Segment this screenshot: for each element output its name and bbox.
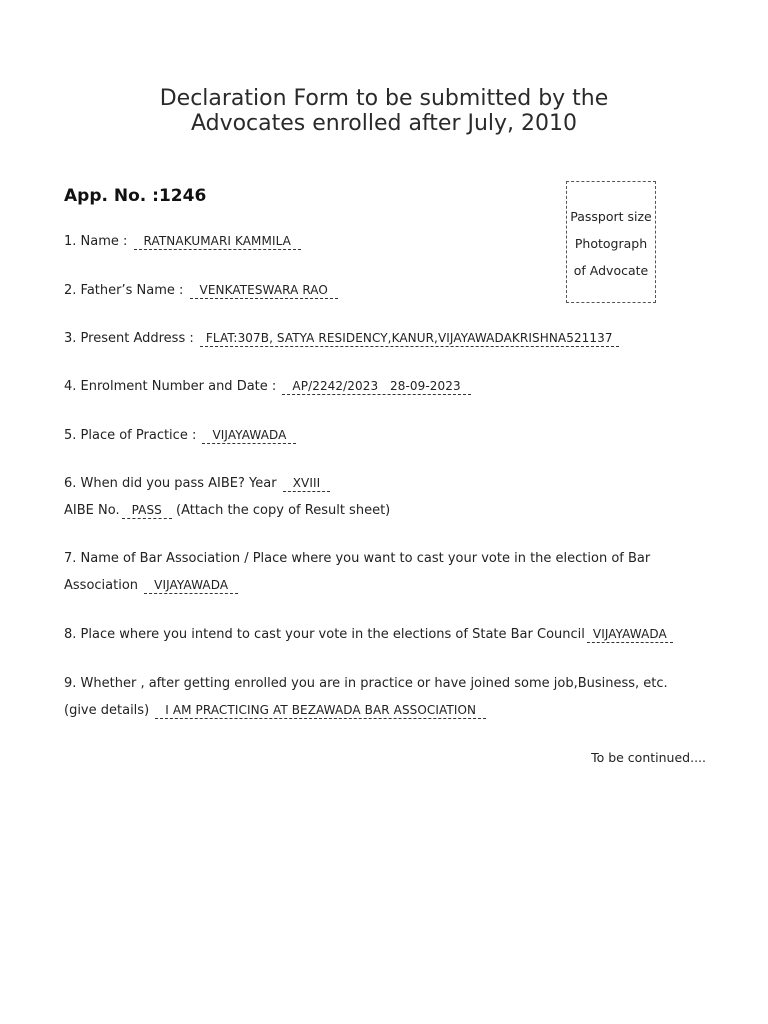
photo-box-line-1: Passport size bbox=[570, 208, 652, 224]
field-name-value: RATNAKUMARI KAMMILA bbox=[134, 234, 301, 250]
field-practice-details-line-2 bbox=[64, 703, 486, 719]
field-bar-association-label-2: Association bbox=[64, 578, 139, 593]
field-name bbox=[64, 234, 301, 250]
field-aibe-year-value: XVIII bbox=[283, 476, 331, 492]
field-aibe-no bbox=[64, 503, 390, 519]
field-bar-association-value: VIJAYAWADA bbox=[144, 578, 238, 594]
field-practice-details-label-2: (give details) bbox=[64, 703, 150, 718]
field-place-of-practice-value: VIJAYAWADA bbox=[202, 428, 296, 444]
field-father-name bbox=[64, 283, 338, 299]
enrolment-number: AP/2242/2023 bbox=[292, 379, 379, 393]
field-place-of-practice bbox=[64, 428, 296, 444]
field-father-name-label: 2. Father’s Name : bbox=[64, 283, 184, 298]
field-address bbox=[64, 331, 619, 347]
field-enrolment bbox=[64, 379, 471, 395]
field-aibe-year-label: 6. When did you pass AIBE? Year bbox=[64, 476, 277, 491]
field-state-bar-council-value: VIJAYAWADA bbox=[587, 627, 673, 643]
field-aibe-no-label: AIBE No. bbox=[64, 503, 120, 518]
field-practice-details-label-1: 9. Whether , after getting enrolled you are in practice or have joined some job,Business, etc. bbox=[64, 676, 668, 691]
field-state-bar-council-label: 8. Place where you intend to cast your vote in the elections of State Bar Council bbox=[64, 627, 585, 642]
enrolment-date: 28-09-2023 bbox=[389, 379, 461, 393]
field-bar-association-label-1: 7. Name of Bar Association / Place where you want to cast your vote in the election of Bar bbox=[64, 551, 651, 566]
to-be-continued-note: To be continued.... bbox=[591, 750, 706, 765]
form-title bbox=[0, 86, 768, 136]
field-bar-association-line-2 bbox=[64, 578, 238, 594]
photo-box-line-3: of Advocate bbox=[573, 262, 649, 278]
field-bar-association-line-1 bbox=[64, 551, 650, 566]
field-aibe-no-note: (Attach the copy of Result sheet) bbox=[176, 503, 391, 518]
field-address-label: 3. Present Address : bbox=[64, 331, 194, 346]
passport-photo-box bbox=[566, 181, 656, 303]
application-number: App. No. :1246 bbox=[64, 186, 207, 206]
field-father-name-value: VENKATESWARA RAO bbox=[190, 283, 338, 299]
field-address-value: FLAT:307B, SATYA RESIDENCY,KANUR,VIJAYAWADAKRISHNA521137 bbox=[200, 331, 619, 347]
field-place-of-practice-label: 5. Place of Practice : bbox=[64, 428, 197, 443]
field-enrolment-label: 4. Enrolment Number and Date : bbox=[64, 379, 277, 394]
field-name-label: 1. Name : bbox=[64, 234, 128, 249]
photo-box-line-2: Photograph bbox=[574, 235, 648, 251]
field-practice-details-line-1 bbox=[64, 676, 668, 691]
field-aibe-no-value: PASS bbox=[122, 503, 172, 519]
field-practice-details-value: I AM PRACTICING AT BEZAWADA BAR ASSOCIATION bbox=[155, 703, 486, 719]
field-aibe-year bbox=[64, 476, 330, 492]
form-title-line-1: Declaration Form to be submitted by the bbox=[159, 86, 609, 111]
field-enrolment-value bbox=[282, 379, 470, 395]
field-state-bar-council bbox=[64, 627, 673, 643]
form-title-line-2: Advocates enrolled after July, 2010 bbox=[190, 111, 578, 136]
